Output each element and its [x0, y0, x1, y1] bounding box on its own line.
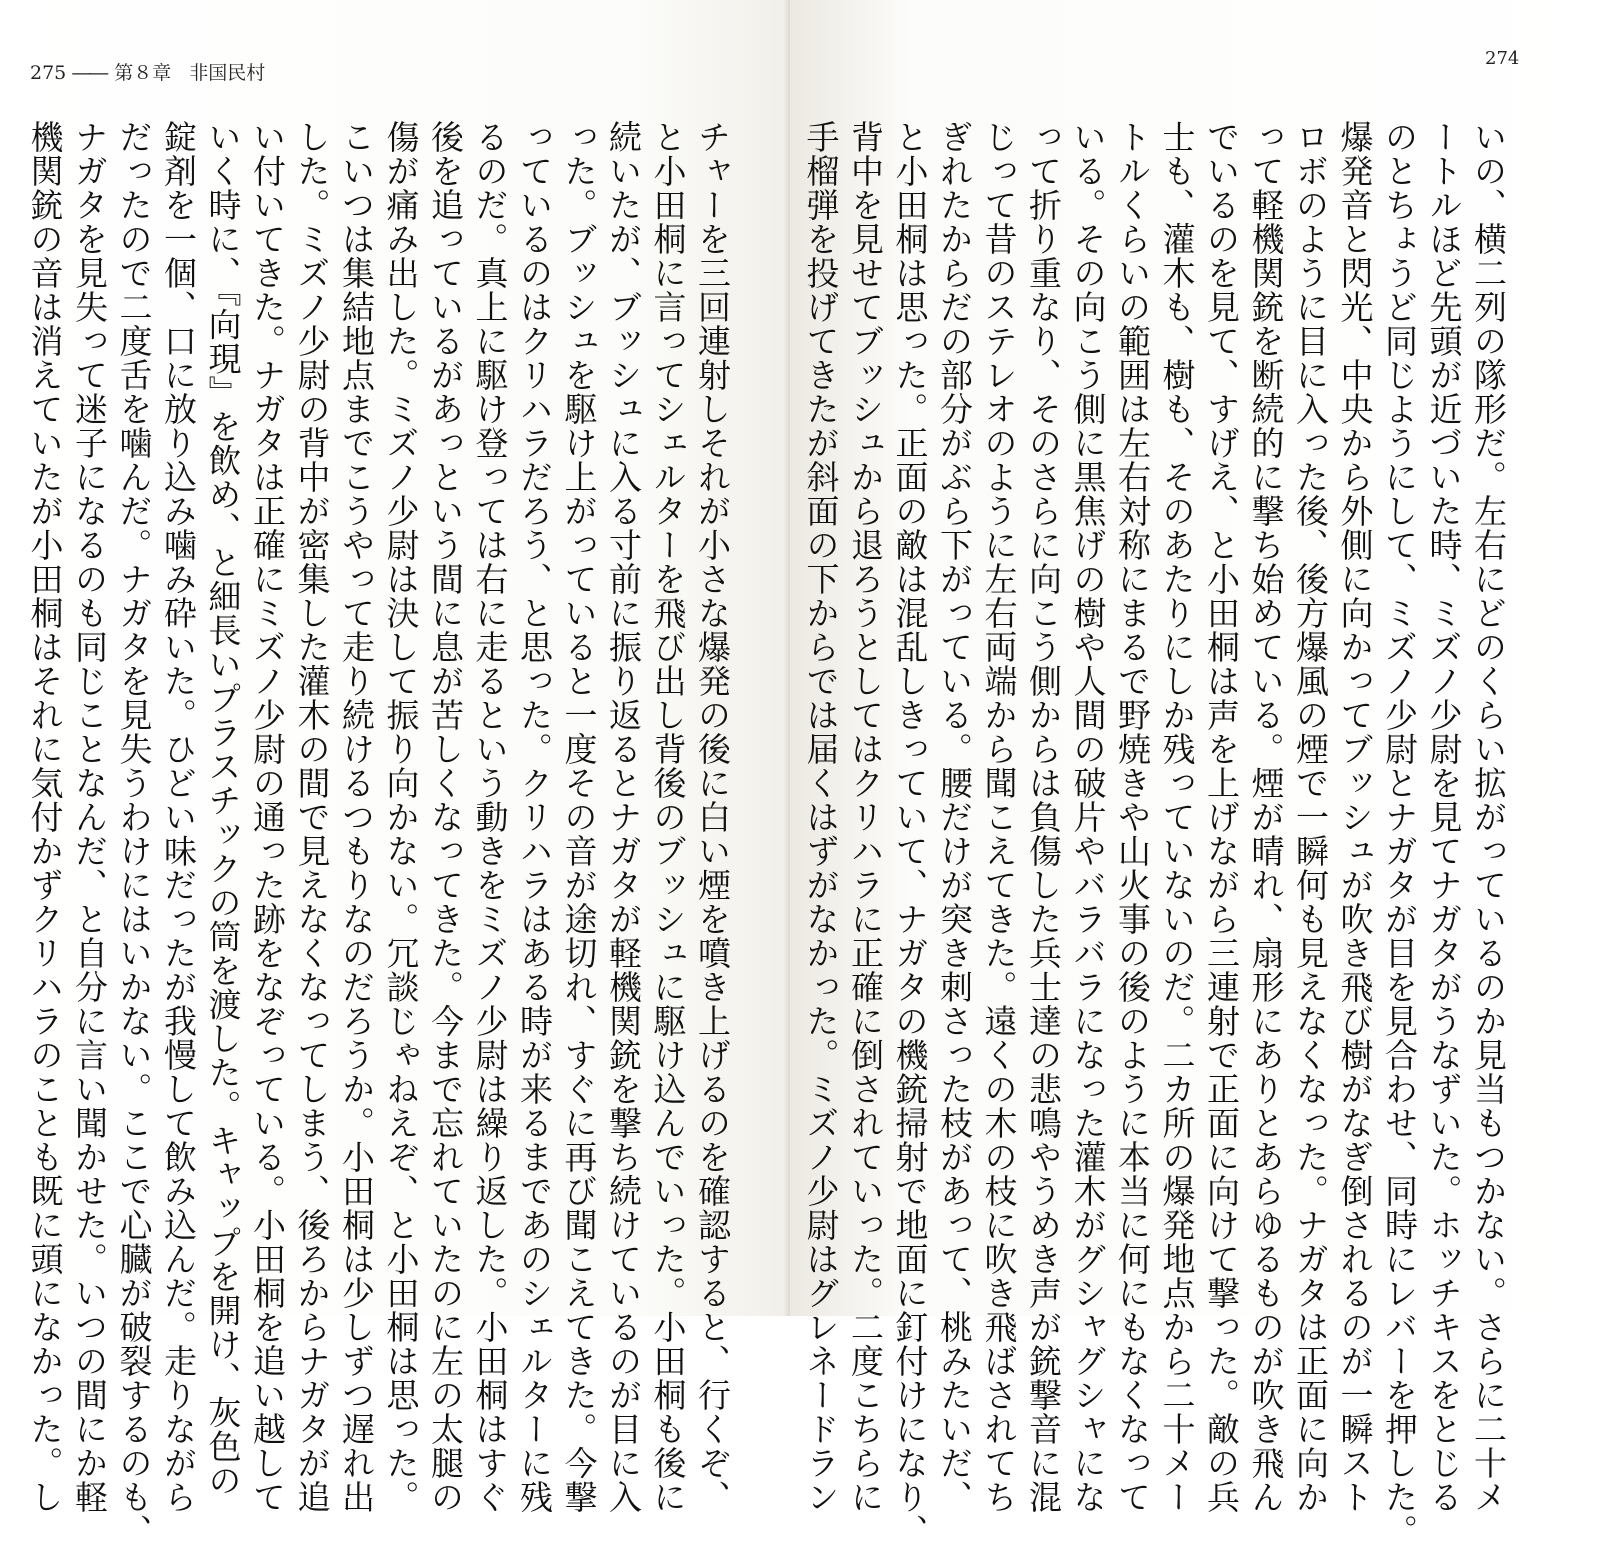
text-line: ナガタを見失って迷子になるのも同じことなんだ、と自分に言い聞かせた。いつの間にか軽 [70, 120, 109, 1514]
text-line: 士も、灌木も、樹も、そのあたりにしか残っていないのだ。二カ所の爆発地点から二十メー [1157, 120, 1197, 1514]
right-page-text [801, 120, 1510, 1548]
left-page-text [25, 120, 734, 1548]
text-line: いる。その向こう側に黒焦げの樹や人間の破片やバラバラになった灌木がグシャグシャにな [1068, 120, 1108, 1514]
text-line: 爆発音と閃光、中央から外側に向かってブッシュが吹き飛び樹がなぎ倒されるのが一瞬スト [1335, 120, 1375, 1514]
text-line: と小田桐は思った。正面の敵は混乱しきっていて、ナガタの機銃掃射で地面に釘付けになり、 [890, 120, 930, 1548]
page-number-left: 275 [30, 62, 67, 84]
text-line: ぎれたからだの部分がぶら下がっている。腰だけが突き刺さった枝があって、桃みたいだ、 [935, 120, 974, 1514]
text-line: と小田桐に言ってシェルターを飛び出し背後のブッシュに駆け込んでいった。小田桐も後に [648, 120, 688, 1514]
text-line: 錠剤を一個、口に放り込み噛み砕いた。ひどい味だったが我慢して飲み込んだ。走りながら [159, 120, 198, 1514]
header-separator: ―― [72, 62, 107, 84]
chapter-label: 第８章 [114, 62, 172, 84]
text-line: でいるのを見て、すげえ、と小田桐は声を上げながら三連射で正面に向けて撃った。敵の兵 [1202, 120, 1241, 1514]
text-line: ートルほど先頭が近づいた時、ミズノ少尉を見てナガタがうなずいた。ホッチキスをとじる [1424, 120, 1464, 1514]
page-number-right: 274 [1485, 48, 1520, 69]
text-line: じって昔のステレオのように左右両端から聞こえてきた。遠くの木の枝に吹き飛ばされてち [979, 120, 1019, 1514]
text-line: だったので二度舌を噛んだ。ナガタを見失うわけにはいかない。ここで心臓が破裂するのも、 [114, 120, 154, 1548]
text-line: って折り重なり、そのさらに向こう側からは負傷した兵士達の悲鳴やうめき声が銃撃音に混 [1024, 120, 1063, 1514]
text-line: 機関銃の音は消えていたが小田桐はそれに気付かずクリハラのことも既に頭になかった。し [25, 120, 65, 1514]
text-line: っているのはクリハラだろう、と思った。クリハラはある時が来るまであのシェルターに残 [515, 120, 554, 1514]
text-line: った。ブッシュを駆け上がっていると一度その音が途切れ、すぐに再び聞こえてきた。今撃 [559, 120, 599, 1514]
text-line: した。ミズノ少尉の背中が密集した灌木の間で見えなくなってしまう、後ろからナガタが追 [292, 120, 332, 1514]
text-line: こいつは集結地点までこうやって走り続けるつもりなのだろうか。小田桐は少しずつ遅れ出 [337, 120, 376, 1514]
text-line: トルくらいの範囲は左右対称にまるで野焼きや山火事の後のように本当に何にもなくなって [1113, 120, 1152, 1514]
text-line: 背中を見せてブッシュから退ろうとしてはクリハラに正確に倒されていった。二度こちらに [846, 120, 885, 1514]
running-header [30, 58, 265, 85]
text-line: チャーを三回連射しそれが小さな爆発の後に白い煙を噴き上げるのを確認すると、行くぞ、 [693, 120, 732, 1514]
text-line: 後を追っているがあっという間に息が苦しくなってきた。今まで忘れていたのに左の太腿の [426, 120, 465, 1514]
left-page [0, 0, 790, 1548]
text-line: い付いてきた。ナガタは正確にミズノ少尉の通った跡をなぞっている。小田桐を追い越して [248, 120, 287, 1514]
text-line: ロボのように目に入った後、後方爆風の煙で一瞬何も見えなくなった。ナガタは正面に向か [1291, 120, 1330, 1514]
text-line: 手榴弾を投げてきたが斜面の下からでは届くはずがなかった。ミズノ少尉はグレネードラン [801, 120, 841, 1514]
chapter-title: 非国民村 [189, 62, 266, 84]
text-line: 続いたが、ブッシュに入る寸前に振り返るとナガタが軽機関銃を撃ち続けているのが目に入 [604, 120, 643, 1514]
text-line: いく時に、『向現』を飲め、と細長いプラスチックの筒を渡した。キャップを開け、灰色の [203, 120, 243, 1498]
text-line: って軽機関銃を断続的に撃ち始めている。煙が晴れ、扇形にありとあらゆるものが吹き飛ん [1246, 120, 1286, 1514]
text-line: 傷が痛み出した。ミズノ少尉は決して振り向かない。冗談じゃねえぞ、と小田桐は思った。 [381, 120, 421, 1514]
text-line: るのだ。真上に駆け登っては右に走るという動きをミズノ少尉は繰り返した。小田桐はすぐ [470, 120, 510, 1514]
text-line: いの、横二列の隊形だ。左右にどのくらい拡がっているのか見当もつかない。さらに二十メ [1469, 120, 1508, 1514]
text-line: のとちょうど同じようにして、ミズノ少尉とナガタが目を見合わせ、同時にレバーを押した。 [1380, 120, 1419, 1548]
